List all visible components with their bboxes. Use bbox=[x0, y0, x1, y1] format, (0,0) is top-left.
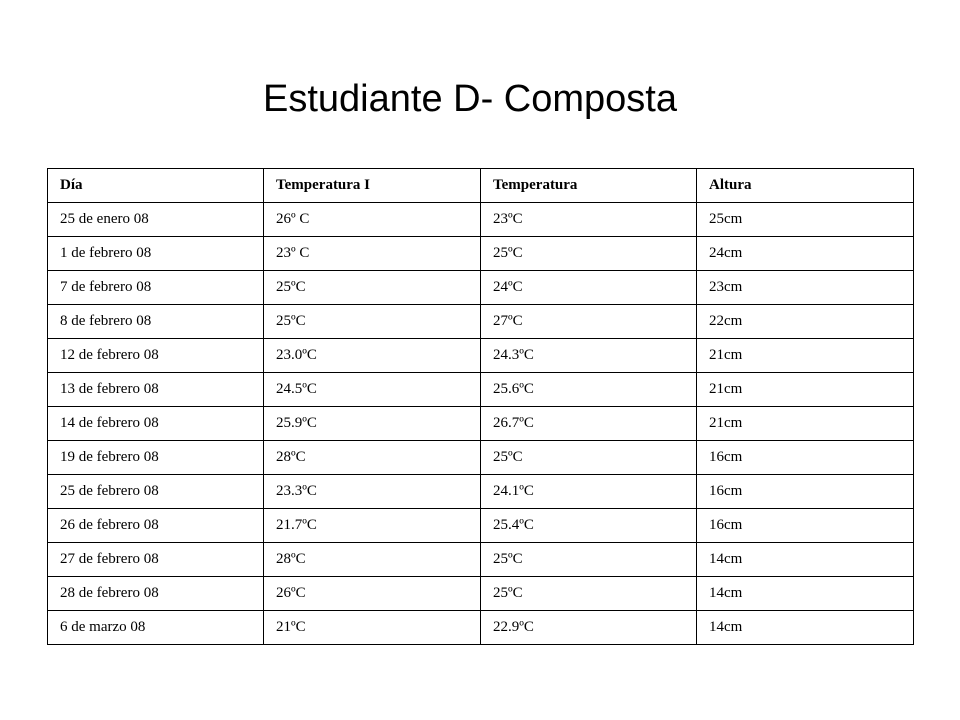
header-temperatura: Temperatura bbox=[481, 169, 697, 203]
cell-temperatura-i: 28ºC bbox=[264, 441, 481, 475]
cell-temperatura-i: 24.5ºC bbox=[264, 373, 481, 407]
cell-temperatura: 25ºC bbox=[481, 543, 697, 577]
cell-altura: 14cm bbox=[697, 577, 914, 611]
cell-temperatura-i: 25ºC bbox=[264, 271, 481, 305]
table-row bbox=[48, 203, 914, 237]
cell-temperatura: 22.9ºC bbox=[481, 611, 697, 645]
cell-altura: 22cm bbox=[697, 305, 914, 339]
cell-temperatura-i: 25ºC bbox=[264, 305, 481, 339]
cell-altura: 24cm bbox=[697, 237, 914, 271]
cell-dia: 7 de febrero 08 bbox=[48, 271, 264, 305]
cell-dia: 19 de febrero 08 bbox=[48, 441, 264, 475]
cell-temperatura: 24.1ºC bbox=[481, 475, 697, 509]
cell-temperatura: 25ºC bbox=[481, 441, 697, 475]
cell-altura: 21cm bbox=[697, 407, 914, 441]
cell-altura: 14cm bbox=[697, 543, 914, 577]
header-temperatura-i: Temperatura I bbox=[264, 169, 481, 203]
table-row bbox=[48, 475, 914, 509]
table-header-row bbox=[48, 169, 914, 203]
cell-altura: 16cm bbox=[697, 475, 914, 509]
cell-dia: 8 de febrero 08 bbox=[48, 305, 264, 339]
cell-temperatura-i: 23.3ºC bbox=[264, 475, 481, 509]
cell-temperatura-i: 23.0ºC bbox=[264, 339, 481, 373]
cell-temperatura-i: 26ºC bbox=[264, 577, 481, 611]
cell-dia: 14 de febrero 08 bbox=[48, 407, 264, 441]
header-altura: Altura bbox=[697, 169, 914, 203]
cell-dia: 27 de febrero 08 bbox=[48, 543, 264, 577]
table-row bbox=[48, 543, 914, 577]
cell-altura: 21cm bbox=[697, 373, 914, 407]
cell-temperatura-i: 28ºC bbox=[264, 543, 481, 577]
cell-temperatura: 24ºC bbox=[481, 271, 697, 305]
cell-temperatura: 27ºC bbox=[481, 305, 697, 339]
table-row bbox=[48, 271, 914, 305]
cell-temperatura-i: 26º C bbox=[264, 203, 481, 237]
table-row bbox=[48, 373, 914, 407]
cell-temperatura-i: 23º C bbox=[264, 237, 481, 271]
cell-dia: 12 de febrero 08 bbox=[48, 339, 264, 373]
cell-temperatura-i: 21.7ºC bbox=[264, 509, 481, 543]
slide-title: Estudiante D- Composta bbox=[263, 78, 677, 120]
cell-temperatura: 25.6ºC bbox=[481, 373, 697, 407]
data-table bbox=[47, 168, 914, 645]
cell-dia: 26 de febrero 08 bbox=[48, 509, 264, 543]
cell-temperatura-i: 21ºC bbox=[264, 611, 481, 645]
table-row bbox=[48, 407, 914, 441]
header-dia: Día bbox=[48, 169, 264, 203]
cell-dia: 25 de febrero 08 bbox=[48, 475, 264, 509]
cell-temperatura: 26.7ºC bbox=[481, 407, 697, 441]
cell-temperatura-i: 25.9ºC bbox=[264, 407, 481, 441]
table-row bbox=[48, 305, 914, 339]
cell-dia: 25 de enero 08 bbox=[48, 203, 264, 237]
table-row bbox=[48, 509, 914, 543]
cell-temperatura: 25ºC bbox=[481, 577, 697, 611]
cell-altura: 25cm bbox=[697, 203, 914, 237]
table-row bbox=[48, 577, 914, 611]
cell-dia: 28 de febrero 08 bbox=[48, 577, 264, 611]
cell-temperatura: 25.4ºC bbox=[481, 509, 697, 543]
cell-temperatura: 23ºC bbox=[481, 203, 697, 237]
cell-altura: 16cm bbox=[697, 509, 914, 543]
cell-dia: 13 de febrero 08 bbox=[48, 373, 264, 407]
cell-altura: 16cm bbox=[697, 441, 914, 475]
table-row bbox=[48, 441, 914, 475]
table-row bbox=[48, 339, 914, 373]
table-body bbox=[48, 203, 914, 645]
cell-altura: 23cm bbox=[697, 271, 914, 305]
cell-temperatura: 24.3ºC bbox=[481, 339, 697, 373]
cell-altura: 21cm bbox=[697, 339, 914, 373]
cell-temperatura: 25ºC bbox=[481, 237, 697, 271]
cell-dia: 1 de febrero 08 bbox=[48, 237, 264, 271]
table-row bbox=[48, 611, 914, 645]
cell-dia: 6 de marzo 08 bbox=[48, 611, 264, 645]
table-row bbox=[48, 237, 914, 271]
cell-altura: 14cm bbox=[697, 611, 914, 645]
